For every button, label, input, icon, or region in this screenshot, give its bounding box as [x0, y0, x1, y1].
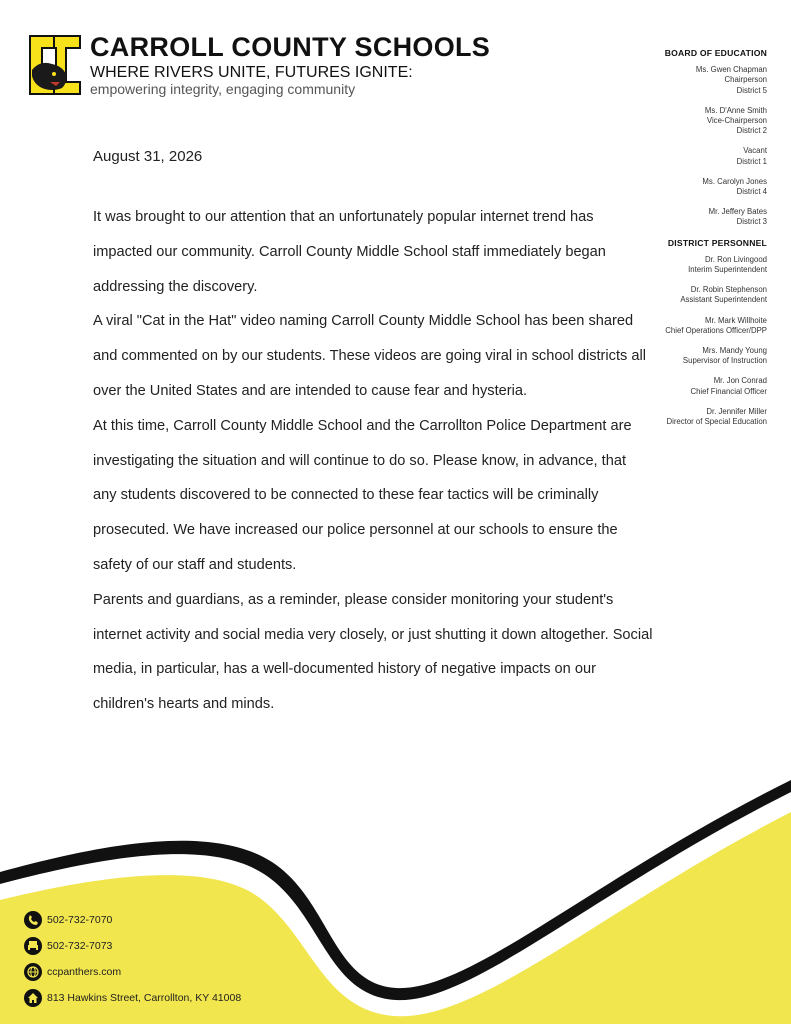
member-name: Mr. Jeffery Bates [708, 207, 767, 217]
member-role: Director of Special Education [666, 417, 767, 427]
board-heading: BOARD OF EDUCATION [664, 48, 767, 58]
contact-website [24, 962, 121, 982]
school-logo-icon [26, 30, 84, 100]
fax-number[interactable]: 502-732-7073 [47, 940, 113, 952]
letter-paragraph: At this time, Carroll County Middle School and the Carrollton Police Department are investigating the situation and will continue to do so. Please know, in advance, that any students discovered to be connected to these fear tactics will be criminally prosecuted. We have increased our police personnel at our schools to ensure the safety of our staff and students. [93, 417, 632, 573]
member-name: Mr. Mark Willhoite [705, 315, 767, 325]
member-role: Assistant Superintendent [680, 295, 767, 305]
board-member [567, 65, 767, 96]
letter-paragraph: Parents and guardians, as a reminder, please consider monitoring your student's internet activity and social media very closely, or just shutting it down altogether. Social media, in particular, has a well-documented history of negative impacts on our children's hearts and minds. [93, 591, 653, 713]
motto: WHERE RIVERS UNITE, FUTURES IGNITE: [90, 64, 413, 81]
member-role: Chief Operations Officer/DPP [665, 325, 767, 335]
member-role: Vice-Chairperson [706, 116, 767, 126]
member-name: Dr. Ron Livingood [705, 254, 767, 264]
phone-icon [24, 911, 42, 929]
member-district: District 4 [736, 187, 767, 197]
contact-address [24, 988, 241, 1008]
school-name: CARROLL COUNTY SCHOOLS [90, 32, 491, 62]
member-name: Mrs. Mandy Young [702, 346, 767, 356]
board-member [567, 177, 767, 197]
contact-fax [24, 936, 112, 956]
member-district: District 1 [736, 156, 767, 166]
footer-wave [0, 760, 791, 1024]
letter-body [93, 200, 653, 722]
sub-motto: empowering integrity, engaging community [90, 81, 356, 97]
home-icon [24, 989, 42, 1007]
fax-icon [24, 937, 42, 955]
address-text: 813 Hawkins Street, Carrollton, KY 41008 [47, 992, 242, 1004]
member-name: Ms. Carolyn Jones [702, 176, 767, 186]
member-name: Mr. Jon Conrad [713, 376, 767, 386]
member-role: Interim Superintendent [688, 265, 767, 275]
board-member [567, 146, 767, 166]
member-district: District 3 [736, 217, 767, 227]
member-name: Dr. Jennifer Miller [706, 406, 767, 416]
member-district: District 2 [736, 126, 767, 136]
member-name: Dr. Robin Stephenson [690, 285, 767, 295]
contact-phone [24, 910, 112, 930]
member-name: Vacant [743, 146, 767, 156]
member-role: Chairperson [724, 75, 767, 85]
member-name: Ms. D'Anne Smith [704, 105, 767, 115]
member-name: Ms. Gwen Chapman [695, 65, 767, 75]
member-role: Chief Financial Officer [690, 386, 767, 396]
letter-paragraph: It was brought to our attention that an unfortunately popular internet trend has impacted our community. Carroll County Middle School staff immediately began addressing the discovery. [93, 209, 606, 295]
letter-paragraph: A viral "Cat in the Hat" video naming Carroll County Middle School has been shared and commented on by our students. These videos are going viral in school districts all over the United States and are intended to cause fear and hysteria. [93, 313, 646, 399]
globe-icon [24, 963, 42, 981]
board-member [567, 106, 767, 137]
phone-number[interactable]: 502-732-7070 [47, 914, 113, 926]
website-link[interactable]: ccpanthers.com [47, 966, 122, 978]
member-district: District 5 [736, 85, 767, 95]
member-role: Supervisor of Instruction [682, 356, 767, 366]
personnel-heading: DISTRICT PERSONNEL [667, 237, 767, 248]
letter-date: August 31, 2026 [93, 148, 203, 165]
